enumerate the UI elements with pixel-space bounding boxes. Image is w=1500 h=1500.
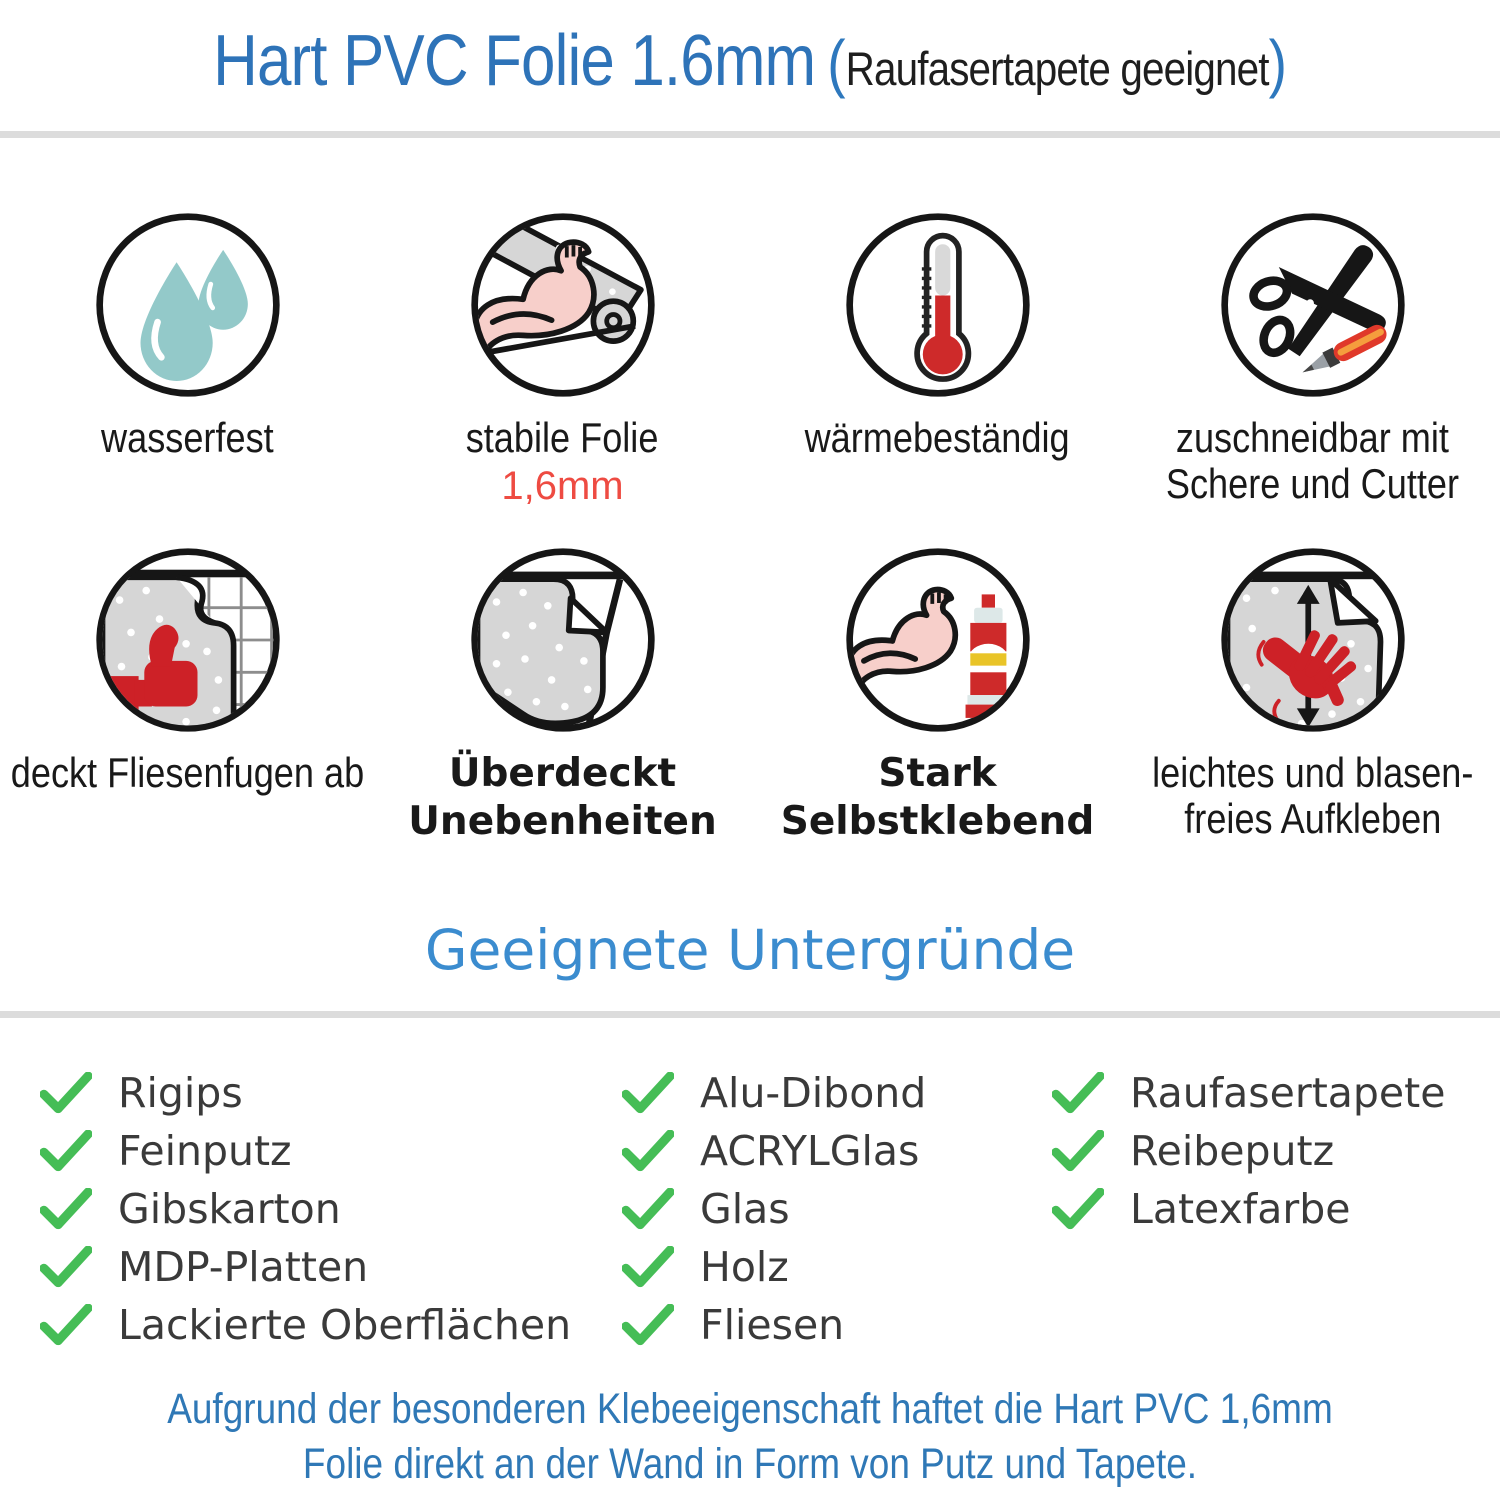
section-heading: Geeignete Untergründe (424, 918, 1076, 982)
thermometer-icon (843, 210, 1033, 400)
surface-item: Holz (622, 1238, 1042, 1296)
feature-label: stabile Folie (466, 414, 659, 461)
title-paren-text: Raufasertapete geeignet (845, 42, 1269, 95)
feature-label: wasserfest (101, 414, 274, 461)
surface-item: Gibskarton (40, 1180, 615, 1238)
footer-line-1: Aufgrund der besonderen Klebeeigenschaft haftet die Hart PVC 1,6mm (167, 1385, 1333, 1433)
feature-label: leichtes und blasen- freies Aufkleben (1151, 749, 1474, 843)
feature-zuschneidbar (1125, 210, 1500, 507)
feature-label: zuschneidbar mit Schere und Cutter (1165, 414, 1460, 508)
check-icon (1052, 1130, 1104, 1172)
title-paren-close: ) (1268, 27, 1287, 99)
surface-item: Rigips (40, 1064, 615, 1122)
muscle-foil-icon (468, 210, 658, 400)
check-icon (622, 1072, 674, 1114)
feature-unebenheiten (375, 545, 750, 845)
foil-cover-icon (468, 545, 658, 735)
feature-wasserfest (0, 210, 375, 461)
surface-item: Alu-Dibond (622, 1064, 1042, 1122)
surface-item: Fliesen (622, 1296, 1042, 1354)
divider-top (0, 131, 1500, 138)
check-icon (40, 1304, 92, 1346)
feature-sublabel: 1,6mm (501, 464, 624, 509)
footer-line-2: Folie direkt an der Wand in Form von Putz und Tapete. (302, 1440, 1198, 1489)
feature-fliesenfugen (0, 545, 375, 796)
check-icon (40, 1188, 92, 1230)
divider-middle (0, 1011, 1500, 1018)
surface-item: Lackierte Oberflächen (40, 1296, 615, 1354)
hand-smooth-icon (1218, 545, 1408, 735)
feature-selbstklebend (750, 545, 1125, 845)
title-main: Hart PVC Folie 1.6mm (213, 21, 816, 101)
check-icon (40, 1246, 92, 1288)
thumb-tiles-icon (93, 545, 283, 735)
surface-item: Glas (622, 1180, 1042, 1238)
muscle-glue-icon (843, 545, 1033, 735)
surface-item: Reibeputz (1052, 1122, 1500, 1180)
feature-label: wärmebeständig (804, 414, 1071, 461)
surfaces-column-2 (622, 1064, 1042, 1354)
feature-aufkleben (1125, 545, 1500, 842)
feature-stabile-folie (375, 210, 750, 509)
title-paren-open: ( (827, 27, 846, 99)
check-icon (40, 1072, 92, 1114)
check-icon (1052, 1072, 1104, 1114)
water-drops-icon (93, 210, 283, 400)
check-icon (622, 1188, 674, 1230)
surface-item: Feinputz (40, 1122, 615, 1180)
feature-label: deckt Fliesenfugen ab (10, 749, 365, 796)
feature-label: Überdeckt Unebenheiten (408, 751, 717, 844)
scissors-cutter-icon (1218, 210, 1408, 400)
check-icon (622, 1304, 674, 1346)
surfaces-column-1 (40, 1064, 615, 1354)
check-icon (622, 1246, 674, 1288)
surface-item: MDP-Platten (40, 1238, 615, 1296)
check-icon (1052, 1188, 1104, 1230)
page-title (105, 20, 1395, 102)
feature-label: Stark Selbstklebend (780, 751, 1095, 844)
surface-item: Latexfarbe (1052, 1180, 1500, 1238)
footer-note (105, 1382, 1395, 1492)
surfaces-column-3 (1052, 1064, 1500, 1238)
check-icon (622, 1130, 674, 1172)
surface-item: ACRYLGlas (622, 1122, 1042, 1180)
check-icon (40, 1130, 92, 1172)
title-paren-group (827, 27, 1287, 99)
surface-item: Raufasertapete (1052, 1064, 1500, 1122)
feature-waermebestaendig (750, 210, 1125, 461)
